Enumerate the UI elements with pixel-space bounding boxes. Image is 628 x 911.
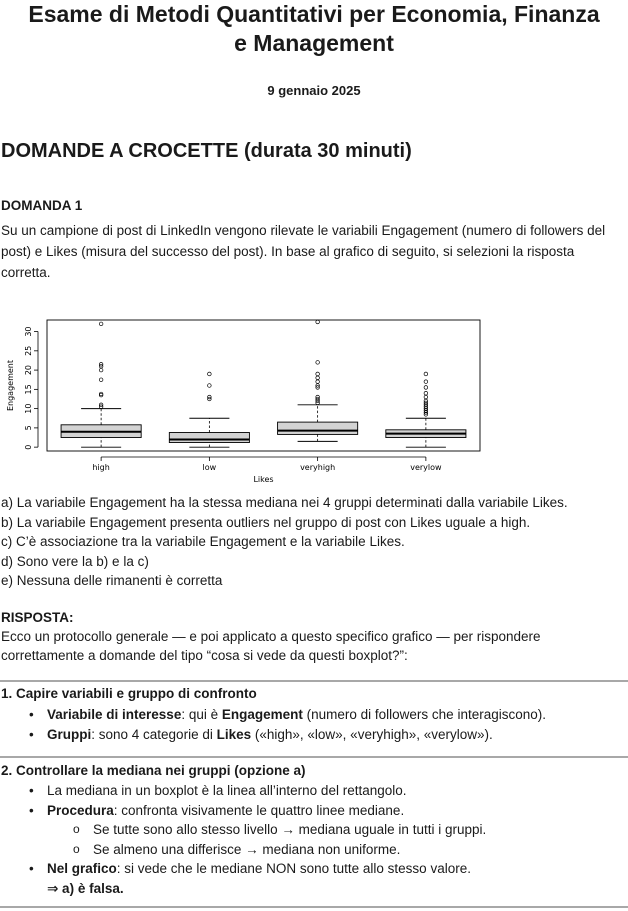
outlier-point bbox=[99, 378, 103, 382]
option-a: a) La variabile Engagement ha la stessa mediana nei 4 gruppi determinati dalla variabile Likes. bbox=[1, 495, 568, 510]
exam-title bbox=[0, 0, 628, 58]
outlier-point bbox=[99, 368, 103, 372]
x-axis-label: Likes bbox=[253, 475, 274, 484]
outlier-point bbox=[424, 391, 428, 395]
step-2-bullets bbox=[0, 781, 628, 898]
list-item: • Gruppi: sono 4 categorie di Likes («high», «low», «veryhigh», «verylow»). bbox=[0, 725, 628, 745]
option-e: e) Nessuna delle rimanenti è corretta bbox=[1, 573, 223, 588]
outlier-point bbox=[424, 380, 428, 384]
list-item: • Nel grafico: si vede che le mediane NON sono tutte allo stesso valore. bbox=[0, 859, 628, 879]
step-1-title: 1. Capire variabili e gruppo di confronto bbox=[1, 686, 257, 701]
exam-date: 9 gennaio 2025 bbox=[267, 83, 361, 98]
conclusion: ⇒ a) è falsa. bbox=[47, 880, 124, 896]
step-2-title: 2. Controllare la mediana nei gruppi (opzione a) bbox=[1, 763, 306, 778]
outlier-point bbox=[424, 395, 428, 399]
title-line-2: e Management bbox=[234, 30, 394, 56]
option-b: b) La variabile Engagement presenta outliers nel gruppo di post con Likes uguale a high. bbox=[1, 514, 531, 530]
outlier-point bbox=[316, 376, 320, 380]
title-line-1: Esame di Metodi Quantitativi per Economia, Finanza bbox=[28, 1, 600, 27]
step-1-bullets bbox=[0, 705, 628, 744]
list-item: • Variabile di interesse: qui è Engagement (numero di followers che interagiscono). bbox=[0, 705, 628, 725]
question-label: DOMANDA 1 bbox=[1, 198, 83, 213]
option-c: c) C’è associazione tra la variabile Engagement e la variabile Likes. bbox=[1, 534, 405, 549]
y-axis-label: Engagement bbox=[6, 359, 15, 412]
y-tick-label: 25 bbox=[24, 345, 33, 356]
bullet-icon: • bbox=[29, 861, 34, 876]
answer-label: RISPOSTA: bbox=[1, 610, 74, 625]
divider bbox=[0, 906, 628, 908]
bullet-icon: • bbox=[29, 783, 34, 798]
outlier-point bbox=[316, 361, 320, 365]
y-tick-label: 30 bbox=[24, 326, 33, 337]
outlier-point bbox=[208, 372, 212, 376]
circle-bullet-icon: o bbox=[73, 841, 80, 856]
divider bbox=[0, 756, 628, 758]
divider bbox=[0, 680, 628, 682]
bullet-icon: • bbox=[29, 802, 34, 818]
box bbox=[278, 422, 358, 434]
y-tick-label: 5 bbox=[24, 425, 33, 431]
x-tick-label: low bbox=[202, 463, 217, 472]
outlier-point bbox=[424, 386, 428, 390]
answer-options bbox=[1, 493, 628, 591]
question-text: Su un campione di post di LinkedIn vengono rilevate le variabili Engagement (numero di followers del post) e Likes (misura del successo del post). In base al grafico di seguito, si selezioni la risposta corretta. bbox=[1, 223, 606, 280]
outlier-point bbox=[316, 320, 320, 324]
box bbox=[169, 433, 249, 443]
y-tick-label: 10 bbox=[24, 403, 33, 414]
list-item: • Procedura: confronta visivamente le quattro linee mediane. bbox=[0, 801, 628, 821]
boxplot-chart bbox=[0, 308, 500, 488]
circle-bullet-icon: o bbox=[73, 822, 80, 836]
bullet-icon: • bbox=[29, 707, 34, 722]
section-title: DOMANDE A CROCETTE (durata 30 minuti) bbox=[1, 140, 412, 162]
x-tick-label: veryhigh bbox=[300, 463, 336, 472]
outlier-point bbox=[316, 380, 320, 384]
y-tick-label: 0 bbox=[24, 444, 33, 450]
outlier-point bbox=[99, 322, 103, 326]
outlier-point bbox=[424, 372, 428, 376]
bullet-icon: • bbox=[29, 726, 34, 742]
option-d: d) Sono vere la b) e la c) bbox=[1, 553, 149, 569]
sub-list-item: o Se tutte sono allo stesso livello → mediana uguale in tutti i gruppi. bbox=[0, 820, 628, 840]
y-tick-label: 15 bbox=[24, 384, 33, 395]
outlier-point bbox=[208, 384, 212, 388]
outlier-point bbox=[316, 372, 320, 376]
answer-intro: Ecco un protocollo generale — e poi applicato a questo specifico grafico — per rispondere correttamente a domande del tipo “cosa si vede da questi boxplot?”: bbox=[1, 629, 541, 663]
y-tick-label: 20 bbox=[24, 364, 33, 376]
x-tick-label: verylow bbox=[410, 463, 442, 472]
sub-list-item: o Se almeno una differisce → mediana non uniforme. bbox=[0, 840, 628, 860]
list-item: • La mediana in un boxplot è la linea all’interno del rettangolo. bbox=[0, 781, 628, 801]
x-tick-label: high bbox=[92, 463, 110, 472]
